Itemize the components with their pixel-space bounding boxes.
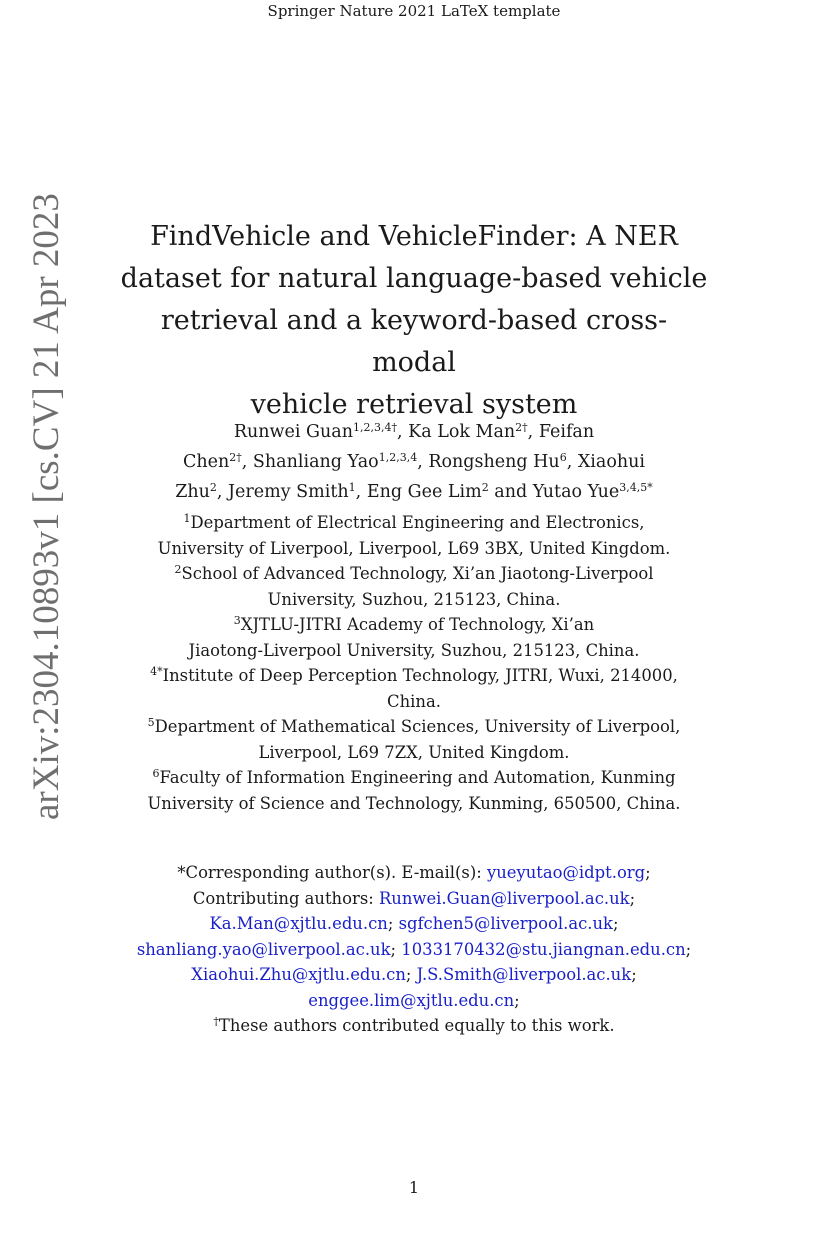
- author-list: [120, 417, 708, 507]
- email-link-guan[interactable]: Runwei.Guan@liverpool.ac.uk: [378, 888, 630, 908]
- author-name: Xiaohui: [577, 452, 646, 472]
- affiliation-line: [100, 561, 728, 587]
- email-link-zhu[interactable]: Xiaohui.Zhu@xjtlu.edu.cn: [191, 965, 406, 984]
- affiliation-line: Liverpool, L69 7ZX, United Kingdom.: [258, 742, 570, 762]
- affiliation-line: [100, 510, 728, 536]
- email-line: [100, 911, 728, 937]
- title-line: retrieval and a keyword-based cross-modal: [160, 305, 668, 378]
- affiliation-line: [100, 714, 728, 740]
- author-name: Feifan: [538, 422, 595, 442]
- author-superscript: 3,4,5*: [619, 481, 653, 494]
- affiliation-line: China.: [387, 691, 441, 711]
- author-separator: ,: [355, 482, 367, 502]
- author-name: Runwei Guan: [233, 422, 354, 442]
- separator: ;: [405, 965, 412, 984]
- author-name: Chen: [182, 452, 230, 472]
- author-name: Eng Gee Lim: [366, 482, 482, 502]
- author-superscript: 2: [481, 481, 489, 494]
- page-number: 1: [408, 1178, 420, 1197]
- separator: ;: [645, 863, 651, 882]
- author-separator: ,: [241, 452, 253, 472]
- contributing-label: Contributing authors:: [192, 888, 379, 908]
- author-line: [120, 477, 708, 507]
- author-superscript: 1,2,3,4†: [353, 421, 397, 434]
- equal-contribution-text: These authors contributed equally to this work.: [218, 1016, 615, 1035]
- author-line: [120, 417, 708, 447]
- author-name: Jeremy Smith: [228, 482, 349, 502]
- author-separator: ,: [566, 452, 578, 472]
- affiliation-superscript: 4*: [150, 665, 163, 678]
- affiliation-line: University of Science and Technology, Kunming, 650500, China.: [147, 793, 681, 813]
- equal-contribution-note: [100, 1013, 728, 1039]
- affiliation-line: [100, 765, 728, 791]
- email-link-man[interactable]: Ka.Man@xjtlu.edu.cn: [209, 914, 388, 933]
- affiliation-line: Jiaotong-Liverpool University, Suzhou, 215123, China.: [188, 640, 640, 660]
- arxiv-sidebar: [20, 160, 74, 820]
- author-name: Rongsheng Hu: [428, 452, 560, 472]
- affiliation-text: Institute of Deep Perception Technology, JITRI, Wuxi, 214000,: [162, 666, 678, 685]
- email-link-chen[interactable]: sgfchen5@liverpool.ac.uk: [398, 914, 613, 933]
- affiliation-text: School of Advanced Technology, Xi’an Jiaotong-Liverpool: [181, 564, 654, 583]
- author-separator: and: [488, 482, 533, 502]
- email-link-lim[interactable]: enggee.lim@xjtlu.edu.cn: [308, 990, 515, 1010]
- title-line: dataset for natural language-based vehicle: [120, 263, 708, 294]
- arxiv-stamp[interactable]: arXiv:2304.10893v1 [cs.CV] 21 Apr 2023: [26, 193, 67, 820]
- running-header: Springer Nature 2021 LaTeX template: [267, 2, 561, 20]
- affiliation-text: Department of Electrical Engineering and Electronics,: [190, 513, 645, 532]
- separator: ;: [387, 914, 394, 933]
- affiliation-text: Faculty of Information Engineering and Automation, Kunming: [159, 768, 676, 787]
- author-separator: ,: [216, 482, 229, 502]
- affiliation-superscript: 5: [147, 716, 155, 729]
- affiliation-text: XJTLU-JITRI Academy of Technology, Xi’an: [240, 615, 595, 634]
- separator: ;: [685, 939, 692, 959]
- author-name: Zhu: [175, 482, 210, 502]
- author-separator: ,: [527, 422, 539, 442]
- affiliation-list: [100, 510, 728, 816]
- email-line: [100, 937, 728, 963]
- affiliation-line: [100, 612, 728, 638]
- author-separator: ,: [417, 452, 429, 472]
- email-link-yao[interactable]: shanliang.yao@liverpool.ac.uk: [136, 939, 391, 959]
- separator: ;: [390, 939, 397, 959]
- separator: ;: [629, 888, 636, 908]
- affiliation-superscript: 3: [233, 614, 241, 627]
- title-line: vehicle retrieval system: [250, 389, 578, 420]
- affiliation-line: University of Liverpool, Liverpool, L69 3BX, United Kingdom.: [157, 538, 671, 558]
- email-link-hu[interactable]: 1033170432@stu.jiangnan.edu.cn: [401, 939, 686, 959]
- dagger-mark: †: [213, 1015, 219, 1028]
- author-name: Shanliang Yao: [252, 452, 379, 472]
- author-superscript: 2†: [515, 421, 528, 434]
- affiliation-superscript: 2: [174, 563, 182, 576]
- separator: ;: [514, 990, 520, 1010]
- contributing-line: [100, 886, 728, 912]
- email-link-yue[interactable]: yueyutao@idpt.org: [486, 863, 646, 882]
- author-superscript: 2: [209, 481, 217, 494]
- affiliation-superscript: 6: [152, 767, 160, 780]
- author-name: Ka Lok Man: [408, 422, 516, 442]
- author-separator: ,: [397, 422, 409, 442]
- separator: ;: [631, 965, 637, 984]
- author-superscript: 1,2,3,4: [378, 451, 418, 464]
- affiliation-superscript: 1: [183, 512, 191, 525]
- corresponding-line: [100, 860, 728, 886]
- corresponding-label: *Corresponding author(s). E-mail(s):: [177, 863, 487, 882]
- affiliation-line: University, Suzhou, 215123, China.: [267, 589, 561, 609]
- author-line: [120, 447, 708, 477]
- affiliation-line: [100, 663, 728, 689]
- paper-title: [120, 216, 708, 426]
- email-line: [100, 988, 728, 1014]
- author-superscript: 2†: [229, 451, 242, 464]
- email-link-smith[interactable]: J.S.Smith@liverpool.ac.uk: [416, 965, 632, 984]
- author-name: Yutao Yue: [532, 482, 620, 502]
- title-line: FindVehicle and VehicleFinder: A NER: [150, 221, 678, 252]
- separator: ;: [612, 914, 619, 933]
- affiliation-text: Department of Mathematical Sciences, University of Liverpool,: [154, 717, 681, 736]
- author-superscript: 6: [559, 451, 567, 464]
- author-superscript: 1: [348, 481, 356, 494]
- email-line: [100, 962, 728, 988]
- contact-block: [100, 860, 728, 1039]
